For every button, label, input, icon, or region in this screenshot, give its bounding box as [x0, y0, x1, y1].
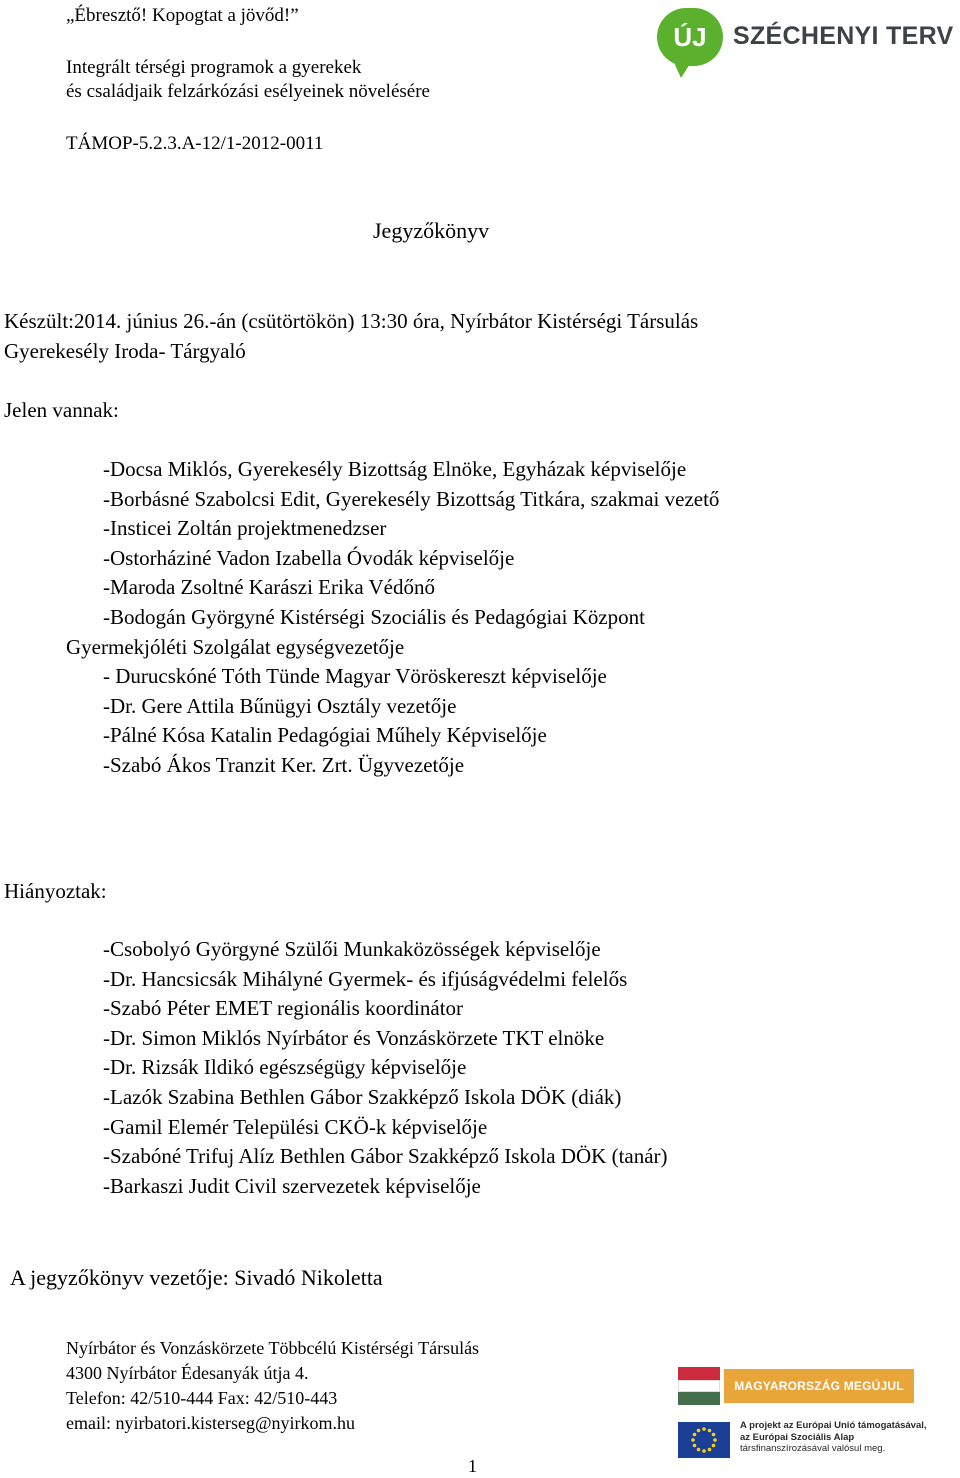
szechenyi-terv-logo — [657, 8, 957, 86]
made-line2: Gyerekesély Iroda- Tárgyaló — [4, 339, 246, 363]
footer-email: email: nyirbatori.kisterseg@nyirkom.hu — [66, 1413, 356, 1433]
footer-address: 4300 Nyírbátor Édesanyák útja 4. — [66, 1363, 309, 1383]
list-item: -Insticei Zoltán projektmenedzser — [103, 516, 387, 541]
list-item: -Dr. Gere Attila Bűnügyi Osztály vezetője — [103, 693, 457, 718]
magyarorszag-megujul-logo — [678, 1363, 914, 1409]
list-item: -Docsa Miklós, Gyerekesély Bizottság Elnöke, Egyházak képviselője — [103, 457, 687, 481]
list-item: -Ostorháziné Vadon Izabella Óvodák képviselője — [103, 545, 515, 570]
slogan: „Ébresztő! Kopogtat a jövőd!” — [66, 5, 299, 26]
list-item: - Durucskóné Tóth Tünde Magyar Vöröskereszt képviselője — [103, 664, 607, 689]
list-item: -Szabó Ákos Tranzit Ker. Zrt. Ügyvezetője — [103, 752, 465, 777]
eu-support-logo — [678, 1420, 938, 1464]
eu-text-line3: társfinanszírozásával valósul meg. — [740, 1443, 886, 1454]
project-code: TÁMOP-5.2.3.A-12/1-2012-0011 — [66, 133, 324, 154]
footer-contact — [66, 1336, 479, 1436]
absent-label: Hiányoztak: — [4, 879, 107, 903]
list-item: -Szabó Péter EMET regionális koordinátor — [103, 996, 464, 1021]
hungarian-flag-icon — [678, 1367, 720, 1405]
eu-flag-icon — [678, 1422, 730, 1458]
list-item: -Dr. Rizsák Ildikó egészségügy képviselője — [103, 1055, 467, 1080]
eu-support-text — [740, 1420, 940, 1455]
list-item: -Dr. Hancsicsák Mihályné Gyermek- és ifjúságvédelmi felelős — [103, 966, 628, 991]
absent-list — [103, 935, 668, 1201]
list-item: Gyermekjóléti Szolgálat egységvezetője — [66, 634, 405, 659]
footer-org: Nyírbátor és Vonzáskörzete Többcélú Kistérségi Társulás — [66, 1338, 480, 1358]
document-title: Jegyzőkönyv — [373, 218, 490, 243]
logo-uj-text: ÚJ — [673, 22, 707, 52]
logo-name-text: SZÉCHENYI TERV — [733, 22, 954, 50]
list-item: -Bodogán Györgyné Kistérségi Szociális és Pedagógiai Központ — [103, 604, 646, 629]
program-title-line1: Integrált térségi programok a gyerekek — [66, 57, 362, 78]
list-item: -Borbásné Szabolcsi Edit, Gyerekesély Bizottság Titkára, szakmai vezető — [103, 486, 720, 511]
list-item: -Pálné Kósa Katalin Pedagógiai Műhely Képviselője — [103, 723, 547, 748]
program-title-line2: és családjaik felzárkózási esélyeinek növelésére — [66, 81, 430, 102]
list-item: -Csobolyó Györgyné Szülői Munkaközösségek képviselője — [103, 937, 601, 961]
list-item: -Szabóné Trifuj Alíz Bethlen Gábor Szakképző Iskola DÖK (tanár) — [103, 1144, 668, 1169]
list-item: -Lazók Szabina Bethlen Gábor Szakképző Iskola DÖK (diák) — [103, 1084, 622, 1109]
page-number: 1 — [468, 1456, 477, 1476]
present-list — [66, 455, 720, 781]
eu-text-line1: A projekt az Európai Unió támogatásával, — [740, 1420, 927, 1431]
list-item: -Gamil Elemér Települési CKÖ-k képviselője — [103, 1114, 488, 1139]
recorder-line: A jegyzőkönyv vezetője: Sivadó Nikoletta — [10, 1265, 383, 1290]
eu-stars-icon — [678, 1422, 730, 1458]
list-item: -Dr. Simon Miklós Nyírbátor és Vonzáskörzete TKT elnöke — [103, 1025, 605, 1050]
made-line1: Készült:2014. június 26.-án (csütörtökön) 13:30 óra, Nyírbátor Kistérségi Társulás — [4, 309, 699, 333]
present-label: Jelen vannak: — [4, 398, 119, 422]
megujul-banner: MAGYARORSZÁG MEGÚJUL — [724, 1369, 914, 1403]
eu-text-line2: az Európai Szociális Alap — [740, 1431, 855, 1443]
list-item: -Barkaszi Judit Civil szervezetek képviselője — [103, 1173, 481, 1198]
footer-phone: Telefon: 42/510-444 Fax: 42/510-443 — [66, 1388, 338, 1408]
list-item: -Maroda Zsoltné Karászi Erika Védőnő — [103, 575, 436, 600]
